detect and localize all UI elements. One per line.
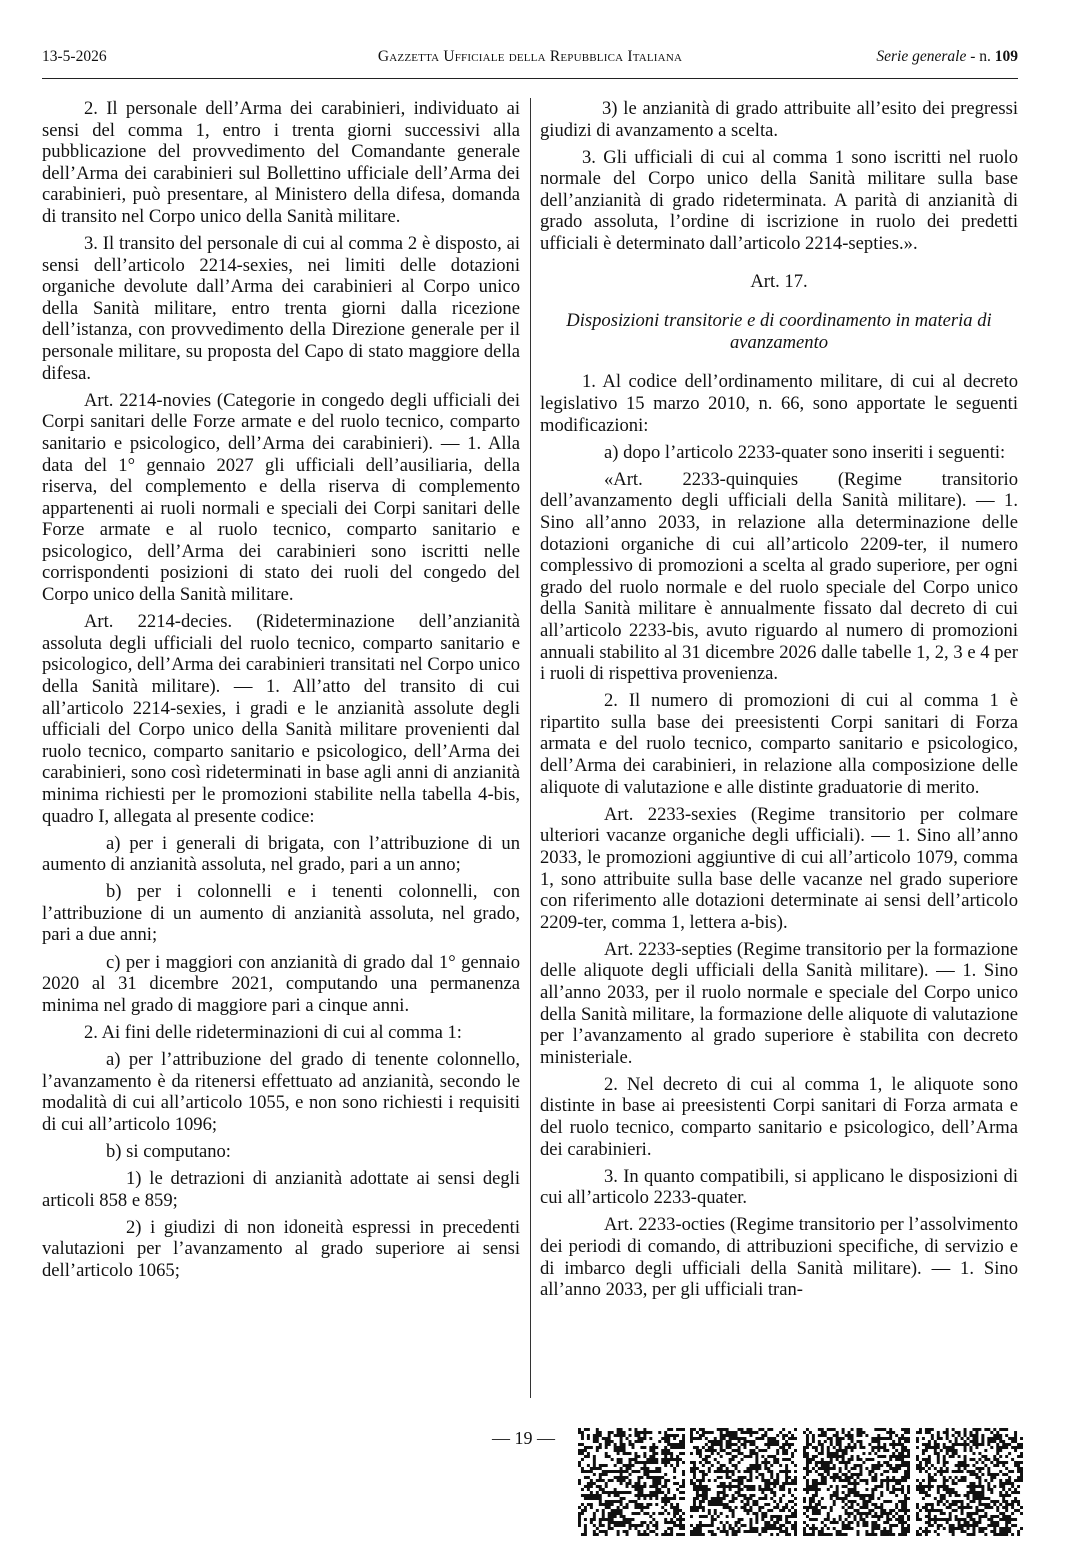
paragraph-left-4: Art. 2214-decies. (Rideterminazione dell’anzianità assoluta degli ufficiali del ruolo tecnico, comparto sanitario e psicologico, dell’Arma dei carabinieri transitati nel Corpo unico della Sanità militare). — 1. All’atto del transito di cui all’articolo 2214-sexies, i gradi e le anzianità assolute degli ufficiali del Corpo unico della Sanità militare provenienti dal ruolo tecnico, comparto sanitario e psicologico, dell’Arma dei carabinieri, sono così rideterminati in base agli anni di anzianità minima richiesti per le promozioni stabilite nella tabella 4-bis, quadro I, allegata al presente codice: xyxy=(42,611,520,827)
qr-pattern xyxy=(803,1428,910,1536)
paragraph-right-9: Art. 2233-sexies (Regime transitorio per colmare ulteriori vacanze organiche degli ufficiali). — 1. Sino all’anno 2033, le promozioni aggiuntive di cui all’articolo 1079, comma 1, sono attribuite sulla base delle vacanze nel grado superiore con riferimento alle dotazioni determinate ai sensi dell’articolo 2209-ter, comma 1, lettera a-bis). xyxy=(540,803,1018,933)
series-info xyxy=(876,48,1018,66)
paragraph-right-6: a) dopo l’articolo 2233-quater sono inseriti i seguenti: xyxy=(604,441,1006,463)
paragraph-right-1: 3) le anzianità di grado attribuite all’esito dei pregressi giudizi di avanzamento a scelta. xyxy=(540,98,1018,141)
qr-code-1 xyxy=(578,1428,685,1536)
qr-code-2 xyxy=(690,1428,797,1536)
qr-pattern xyxy=(916,1428,1023,1536)
qr-pattern xyxy=(578,1428,685,1536)
article-number: Art. 17. xyxy=(750,270,808,292)
paragraph-left-3: Art. 2214-novies (Categorie in congedo degli ufficiali dei Corpi sanitari delle Forze armate e del ruolo tecnico, comparto sanitario e psicologico, dell’Arma dei carabinieri). — 1. Alla data del 1° gennaio 2027 gli ufficiali dell’ausiliaria, della riserva, del complemento e della riserva di complemento appartenenti ai ruoli normali e speciali dei Corpi sanitari delle Forze armate e al ruolo tecnico, comparto sanitario e psicologico, dell’Arma dei carabinieri sono iscritti nelle corrispondenti posizioni di stato dei ruoli del congedo del Corpo unico della Sanità militare. xyxy=(42,389,520,606)
qr-pattern xyxy=(690,1428,797,1536)
paragraph-right-10: Art. 2233-septies (Regime transitorio per la formazione delle aliquote degli ufficiali della Sanità militare). — 1. Sino all’anno 2033, per il ruolo normale e speciale del Corpo unico della Sanità militare, la formazione delle aliquote di valutazione per l’avanzamento al grado superiore è stabilita con decreto ministeriale. xyxy=(540,938,1018,1068)
paragraph-left-10: b) si computano: xyxy=(106,1140,231,1162)
paragraph-left-7: c) per i maggiori con anzianità di grado dal 1° gennaio 2020 al 31 dicembre 2021, computando una permanenza minima nel grado di maggiore pari a cinque anni. xyxy=(42,951,520,1016)
paragraph-left-9: a) per l’attribuzione del grado di tenente colonnello, l’avanzamento è da ritenersi effettuato ad anzianità, secondo le modalità di cui all’articolo 1055, e non sono richiesti i requisiti di cui all’articolo 1096; xyxy=(42,1048,520,1135)
paragraph-right-2: 3. Gli ufficiali di cui al comma 1 sono iscritti nel ruolo normale del Corpo unico della Sanità militare sulla base dell’anzianità di grado rideterminata. A parità di anzianità di grado assoluta, l’ordine di iscrizione in ruolo dei predetti ufficiali è determinato dall’articolo 2214-septies.». xyxy=(540,146,1018,255)
gazette-title: Gazzetta Ufficiale della Repubblica Italiana xyxy=(377,48,683,65)
qr-code-4 xyxy=(916,1428,1023,1536)
paragraph-left-5: a) per i generali di brigata, con l’attribuzione di un aumento di anzianità assoluta, nel grado, pari a un anno; xyxy=(42,832,520,876)
page-number: — 19 — xyxy=(492,1428,555,1448)
paragraph-left-6: b) per i colonnelli e i tenenti colonnelli, con l’attribuzione di un aumento di anzianità assoluta, nel grado, pari a due anni; xyxy=(42,881,520,946)
header-rule xyxy=(42,78,1018,79)
qr-code-3 xyxy=(803,1428,910,1536)
paragraph-left-11: 1) le detrazioni di anzianità adottate ai sensi degli articoli 858 e 859; xyxy=(42,1167,520,1211)
series-label: Serie generale xyxy=(876,48,967,65)
paragraph-left-1: 2. Il personale dell’Arma dei carabinieri, individuato ai sensi del comma 1, entro i trenta giorni successivi alla pubblicazione del provvedimento del Comandante generale dell’Arma dei carabinieri sul Bollettino ufficiale dell’Arma dei carabinieri, può presentare, al Ministero della difesa, domanda di transito nel Corpo unico della Sanità militare. xyxy=(42,98,520,227)
paragraph-left-12: 2) i giudizi di non idoneità espressi in precedenti valutazioni per l’avanzamento al grado superiore ai sensi dell’articolo 1065; xyxy=(42,1216,520,1281)
left-column xyxy=(42,98,520,1287)
series-separator: - n. xyxy=(966,48,995,65)
paragraph-right-12: 3. In quanto compatibili, si applicano le disposizioni di cui all’articolo 2233-quater. xyxy=(540,1165,1018,1209)
paragraph-left-2: 3. Il transito del personale di cui al comma 2 è disposto, ai sensi dell’articolo 2214-sexies, nei limiti delle dotazioni organiche devolute dall’Arma dei carabinieri al Corpo unico della Sanità militare, entro trenta giorni dalla ricezione dell’istanza, con provvedimento della Direzione generale per il personale militare, su proposta del Capo di stato maggiore della difesa. xyxy=(42,233,520,384)
issue-date: 13-5-2026 xyxy=(42,48,107,65)
issue-number: 109 xyxy=(994,48,1018,65)
article-heading: Disposizioni transitorie e di coordinamento in materia di avanzamento xyxy=(566,310,992,353)
paragraph-right-5: 1. Al codice dell’ordinamento militare, di cui al decreto legislativo 15 marzo 2010, n. 66, sono apportate le seguenti modificazioni: xyxy=(540,371,1018,436)
column-divider xyxy=(530,98,531,1398)
paragraph-left-8: 2. Ai fini delle rideterminazioni di cui al comma 1: xyxy=(84,1021,462,1043)
paragraph-right-7: «Art. 2233-quinquies (Regime transitorio dell’avanzamento degli ufficiali della Sanità militare). — 1. Sino all’anno 2033, in relazione alla determinazione delle dotazioni organiche di cui all’articolo 2209-ter, il numero complessivo di promozioni a scelta al grado superiore, per ogni grado del ruolo normale e del ruolo speciale del Corpo unico della Sanità militare è annualmente fissato dal decreto di cui all’articolo 2233-bis, avuto riguardo al numero di promozioni annuali stabilito al 31 dicembre 2026 dalle tabelle 1, 2, 3 e 4 per i ruoli di rispettiva provenienza. xyxy=(540,468,1018,685)
paragraph-right-13: Art. 2233-octies (Regime transitorio per l’assolvimento dei periodi di comando, di attribuzioni specifiche, di servizio e di imbarco degli ufficiali della Sanità militare). — 1. Sino all’anno 2033, per gli ufficiali tran- xyxy=(540,1214,1018,1301)
page-header xyxy=(42,48,1018,72)
paragraph-right-11: 2. Nel decreto di cui al comma 1, le aliquote sono distinte in base ai preesistenti Corpi sanitari di Forza armata e del ruolo tecnico, comparto sanitario e psicologico, dell’Arma dei carabinieri. xyxy=(540,1073,1018,1160)
right-column xyxy=(540,98,1018,1306)
paragraph-right-8: 2. Il numero di promozioni di cui al comma 1 è ripartito sulla base dei preesistenti Corpi sanitari di Forza armata e del ruolo tecnico, comparto sanitario e psicologico, dell’Arma dei carabinieri, in relazione alla composizione delle aliquote di valutazione e alle distinte graduatorie di merito. xyxy=(540,690,1018,798)
